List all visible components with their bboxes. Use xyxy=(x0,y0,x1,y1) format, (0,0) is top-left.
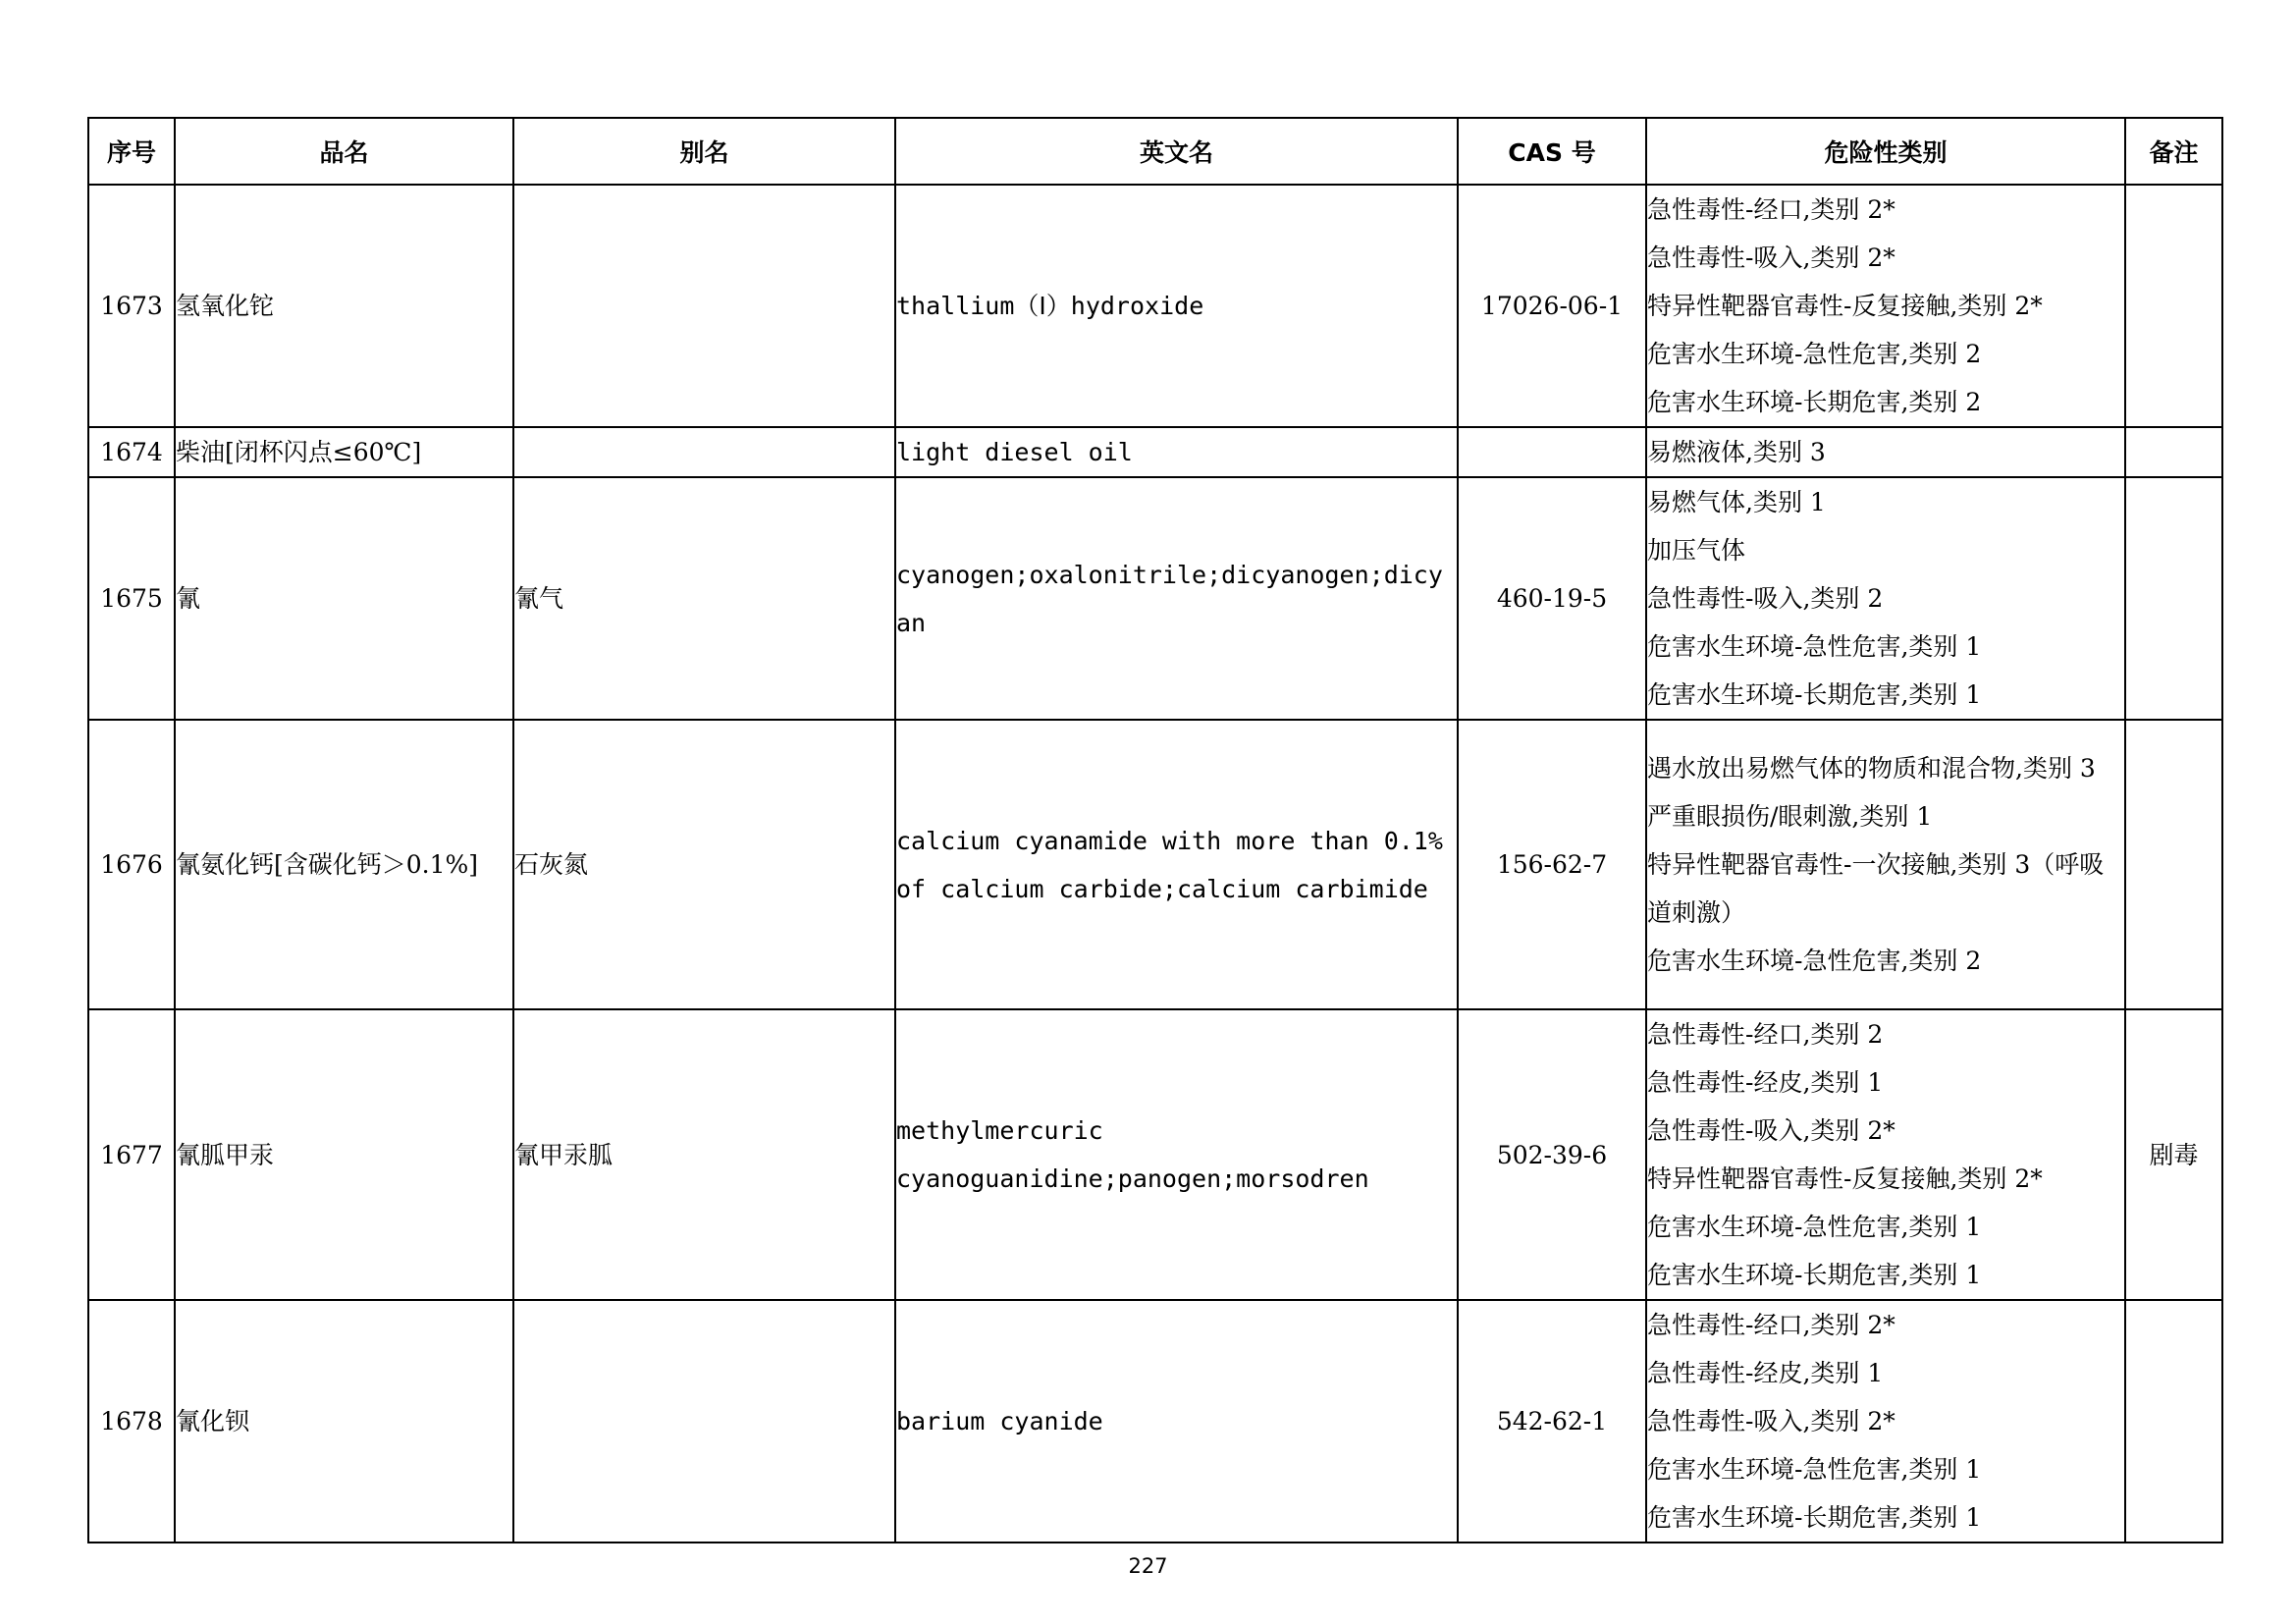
hazard-line: 危害水生环境-长期危害,类别 1 xyxy=(1647,1261,1982,1289)
hazard-line: 特异性靶器官毒性-反复接触,类别 2* xyxy=(1647,292,2043,320)
cell-alias xyxy=(513,1300,895,1543)
cell-note xyxy=(2125,720,2222,1009)
cell-english-name: calcium cyanamide with more than 0.1% of calcium carbide;calcium carbimide xyxy=(895,720,1458,1009)
page-number: 227 xyxy=(1128,1554,1168,1578)
cell-seq: 1673 xyxy=(88,185,175,427)
hazard-line: 急性毒性-经口,类别 2* xyxy=(1647,195,1896,224)
cell-seq: 1677 xyxy=(88,1009,175,1300)
hazard-line: 急性毒性-吸入,类别 2* xyxy=(1647,1116,1896,1145)
cell-seq: 1674 xyxy=(88,427,175,477)
table-header-row xyxy=(88,118,2222,185)
hazard-line: 危害水生环境-急性危害,类别 1 xyxy=(1647,1455,1982,1484)
cell-seq: 1678 xyxy=(88,1300,175,1543)
cell-hazard-category xyxy=(1646,720,2125,1009)
cell-alias: 氰甲汞胍 xyxy=(513,1009,895,1300)
hazard-line: 急性毒性-吸入,类别 2 xyxy=(1647,584,1884,613)
table-row xyxy=(88,185,2222,427)
cell-hazard-category xyxy=(1646,477,2125,720)
cell-cas-number: 460-19-5 xyxy=(1458,477,1646,720)
cell-cas-number: 17026-06-1 xyxy=(1458,185,1646,427)
header-name: 品名 xyxy=(175,118,513,185)
cell-name: 氰胍甲汞 xyxy=(175,1009,513,1300)
cell-english-name: light diesel oil xyxy=(895,427,1458,477)
hazard-line: 急性毒性-吸入,类别 2* xyxy=(1647,244,1896,272)
table-row xyxy=(88,720,2222,1009)
header-note: 备注 xyxy=(2125,118,2222,185)
cell-seq: 1676 xyxy=(88,720,175,1009)
hazard-line: 急性毒性-经口,类别 2 xyxy=(1647,1020,1884,1049)
cell-english-name: barium cyanide xyxy=(895,1300,1458,1543)
header-seq: 序号 xyxy=(88,118,175,185)
cell-alias xyxy=(513,185,895,427)
cell-note xyxy=(2125,185,2222,427)
table-row xyxy=(88,477,2222,720)
hazard-line: 危害水生环境-急性危害,类别 1 xyxy=(1647,1213,1982,1241)
hazard-line: 危害水生环境-长期危害,类别 1 xyxy=(1647,680,1982,709)
table-row xyxy=(88,1009,2222,1300)
cell-alias: 氰气 xyxy=(513,477,895,720)
hazard-line: 特异性靶器官毒性-一次接触,类别 3（呼吸道刺激） xyxy=(1647,850,2105,927)
header-alias: 别名 xyxy=(513,118,895,185)
hazard-line: 严重眼损伤/眼刺激,类别 1 xyxy=(1647,802,1933,831)
hazard-line: 急性毒性-吸入,类别 2* xyxy=(1647,1407,1896,1435)
hazard-line: 危害水生环境-急性危害,类别 1 xyxy=(1647,632,1982,661)
cell-hazard-category xyxy=(1646,427,2125,477)
table-row xyxy=(88,427,2222,477)
cell-cas-number: 542-62-1 xyxy=(1458,1300,1646,1543)
cell-note: 剧毒 xyxy=(2125,1009,2222,1300)
header-hazard-category: 危险性类别 xyxy=(1646,118,2125,185)
cell-english-name: cyanogen;oxalonitrile;dicyanogen;dicyan xyxy=(895,477,1458,720)
header-cas-number: CAS 号 xyxy=(1458,118,1646,185)
cell-cas-number xyxy=(1458,427,1646,477)
hazard-line: 急性毒性-经皮,类别 1 xyxy=(1647,1068,1884,1097)
hazard-line: 危害水生环境-长期危害,类别 1 xyxy=(1647,1503,1982,1532)
hazard-line: 易燃液体,类别 3 xyxy=(1647,438,1826,466)
hazard-line: 易燃气体,类别 1 xyxy=(1647,488,1826,516)
cell-english-name: thallium（Ⅰ）hydroxide xyxy=(895,185,1458,427)
header-english-name: 英文名 xyxy=(895,118,1458,185)
cell-hazard-category xyxy=(1646,1300,2125,1543)
hazard-line: 危害水生环境-急性危害,类别 2 xyxy=(1647,947,1982,975)
hazard-line: 危害水生环境-急性危害,类别 2 xyxy=(1647,340,1982,368)
hazard-line: 危害水生环境-长期危害,类别 2 xyxy=(1647,388,1982,416)
hazard-line: 急性毒性-经口,类别 2* xyxy=(1647,1311,1896,1339)
hazard-line: 遇水放出易燃气体的物质和混合物,类别 3 xyxy=(1647,754,2096,783)
hazard-line: 加压气体 xyxy=(1647,536,1746,565)
cell-note xyxy=(2125,477,2222,720)
cell-hazard-category xyxy=(1646,1009,2125,1300)
hazard-line: 急性毒性-经皮,类别 1 xyxy=(1647,1359,1884,1387)
cell-english-name: methylmercuric cyanoguanidine;panogen;morsodren xyxy=(895,1009,1458,1300)
cell-alias: 石灰氮 xyxy=(513,720,895,1009)
table-row xyxy=(88,1300,2222,1543)
cell-name: 氰化钡 xyxy=(175,1300,513,1543)
cell-name: 氰 xyxy=(175,477,513,720)
cell-alias xyxy=(513,427,895,477)
cell-name: 氰氨化钙[含碳化钙＞0.1%] xyxy=(175,720,513,1009)
cell-note xyxy=(2125,1300,2222,1543)
cell-name: 柴油[闭杯闪点≤60℃] xyxy=(175,427,513,477)
cell-cas-number: 502-39-6 xyxy=(1458,1009,1646,1300)
cell-cas-number: 156-62-7 xyxy=(1458,720,1646,1009)
hazardous-chemicals-table xyxy=(87,117,2223,1543)
cell-seq: 1675 xyxy=(88,477,175,720)
hazard-line: 特异性靶器官毒性-反复接触,类别 2* xyxy=(1647,1164,2043,1193)
cell-name: 氢氧化铊 xyxy=(175,185,513,427)
cell-note xyxy=(2125,427,2222,477)
cell-hazard-category xyxy=(1646,185,2125,427)
